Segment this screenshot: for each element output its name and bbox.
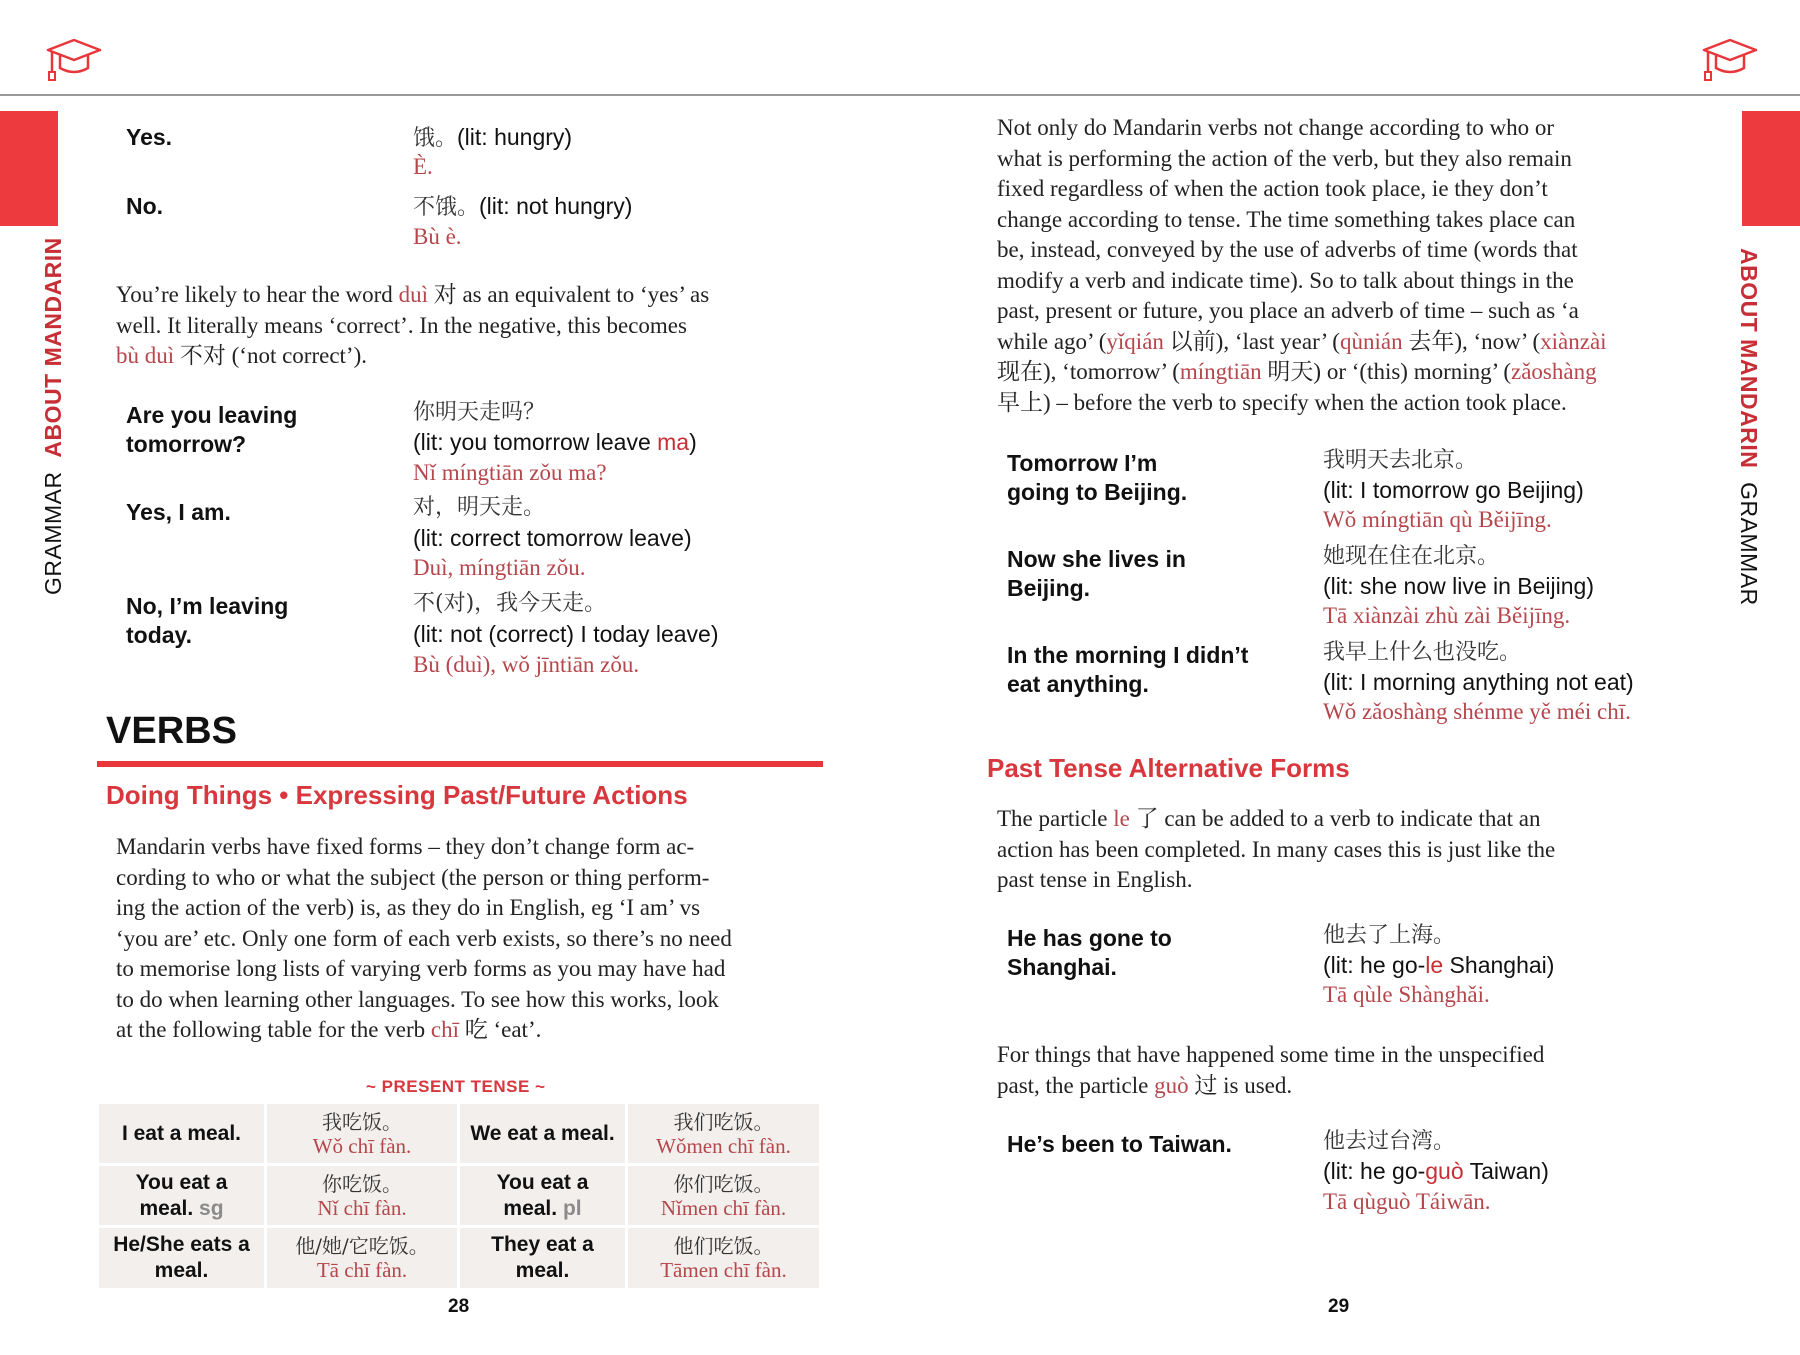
table-cell: 他们吃饭。 Tāmen chī fàn. xyxy=(628,1228,819,1288)
phrase-english: Yes. xyxy=(126,124,173,150)
side-label-section: ABOUT MANDARIN xyxy=(40,237,66,458)
phrase-chinese: 他去过台湾。 xyxy=(1323,1129,1456,1154)
table-cell: You eat a meal. pl xyxy=(460,1166,625,1225)
phrase-pinyin: Wǒ míngtiān qù Běijīng. xyxy=(1323,507,1552,532)
paragraph-guo: For things that have happened some time in the unspecified past, the particle guò 过 is used. xyxy=(997,1042,1545,1098)
phrase-literal: (lit: you tomorrow leave ma) xyxy=(413,429,697,455)
phrase-chinese: 她现在住在北京。 xyxy=(1323,544,1500,569)
phrase-chinese: 他去了上海。 xyxy=(1323,923,1456,948)
phrase-chinese: 饿。 xyxy=(413,126,458,151)
phrase-literal: (lit: hungry) xyxy=(457,124,573,150)
right-section-tab xyxy=(1742,111,1800,226)
table-cell: We eat a meal. xyxy=(460,1104,625,1163)
side-label-section: ABOUT MANDARIN xyxy=(1736,248,1762,469)
phrase-english: Now she lives in Beijing. xyxy=(1007,546,1186,601)
page-number: 29 xyxy=(1328,1296,1350,1317)
phrase-pinyin: Bù è. xyxy=(413,224,462,249)
phrase-pinyin: Tā qùle Shànghǎi. xyxy=(1323,982,1490,1007)
section-title: VERBS xyxy=(106,710,237,752)
phrase-literal: (lit: not (correct) I today leave) xyxy=(413,621,719,647)
phrase-pinyin: Wǒ zǎoshàng shénme yě méi chī. xyxy=(1323,699,1631,724)
subsection-heading: Past Tense Alternative Forms xyxy=(987,753,1350,783)
phrase-chinese-line xyxy=(413,192,632,222)
section-title-rule xyxy=(97,761,823,767)
paragraph-le: The particle le 了 can be added to a verb to indicate that an action has been completed. In many cases this is just like the past tense in English. xyxy=(997,806,1556,892)
phrase-literal: (lit: correct tomorrow leave) xyxy=(413,525,692,551)
table-cell: 你吃饭。 Nǐ chī fàn. xyxy=(267,1166,457,1225)
phrase-pinyin: È. xyxy=(413,154,433,179)
table-cell: You eat a meal. sg xyxy=(99,1166,264,1225)
paragraph-dui: You’re likely to hear the word duì 对 as an equivalent to ‘yes’ as well. It literally means ‘correct’. In the negative, this becomes bù duì 不对 (‘not correct’). xyxy=(116,282,710,368)
table-cell: I eat a meal. xyxy=(99,1104,264,1163)
paragraph-tense: Not only do Mandarin verbs not change according to who or what is performing the action of the verb, but they also remain fixed regardless of when the action took place, ie they don’t change according to tense. The time something takes place can be, instead, conveyed by the use of adverbs of time (words that modify a verb and indicate time). So to talk about things in the past, present or future, you place an adverb of time – such as ‘a while ago’ (yǐqián 以前), ‘last year’ (qùnián 去年), ‘now’ (xiànzài 现在), ‘tomorrow’ (míngtiān 明天) or ‘(this) morning’ (zǎoshàng 早上) – before the verb to specify when the action took place. xyxy=(997,115,1607,415)
phrase-literal: (lit: he go-guò Taiwan) xyxy=(1323,1158,1549,1184)
phrase-english: No. xyxy=(126,193,164,219)
graduation-cap-icon xyxy=(1700,34,1760,86)
phrase-literal: (lit: not hungry) xyxy=(479,193,633,219)
left-side-label xyxy=(40,237,67,595)
right-side-label xyxy=(1735,248,1762,606)
phrase-pinyin: Nǐ míngtiān zǒu ma? xyxy=(413,460,607,485)
phrase-pinyin: Tā xiànzài zhù zài Běijīng. xyxy=(1323,603,1571,628)
phrase-chinese: 你明天走吗？ xyxy=(413,400,546,425)
table-cell: They eat a meal. xyxy=(460,1228,625,1288)
phrase-chinese: 我明天去北京。 xyxy=(1323,448,1478,473)
phrase-pinyin: Duì, míngtiān zǒu. xyxy=(413,555,586,580)
phrase-chinese: 不(对)，我今天走。 xyxy=(413,591,607,616)
phrase-english: No, I’m leaving today. xyxy=(126,593,289,648)
phrase-english: In the morning I didn’t eat anything. xyxy=(1007,642,1249,697)
phrase-literal: (lit: I morning anything not eat) xyxy=(1323,669,1634,695)
paragraph-verbs: Mandarin verbs have fixed forms – they don’t change form ac- cording to who or what the subject (the person or thing perform- ing the action of the verb) is, as they do in English, eg ‘I am’ vs ‘you are’ etc. Only one form of each verb exists, so there’s no need to memorise long lists of varying verb forms as you may have had to do when learning other languages. To see how this works, look at the following table for the verb chī 吃 ‘eat’. xyxy=(116,834,732,1042)
graduation-cap-icon xyxy=(44,34,104,86)
phrase-pinyin: Bù (duì), wǒ jīntiān zǒu. xyxy=(413,652,640,677)
phrase-literal: (lit: she now live in Beijing) xyxy=(1323,573,1595,599)
table-cell: 他/她/它吃饭。 Tā chī fàn. xyxy=(267,1228,457,1288)
phrase-chinese: 不饿。 xyxy=(413,195,480,220)
phrase-english: He has gone to Shanghai. xyxy=(1007,925,1172,980)
left-section-tab xyxy=(0,111,58,226)
phrase-english: He’s been to Taiwan. xyxy=(1007,1131,1232,1157)
subsection-heading: Doing Things • Expressing Past/Future Actions xyxy=(106,780,688,810)
table-cell: 我们吃饭。 Wǒmen chī fàn. xyxy=(628,1104,819,1163)
table-heading: ~ PRESENT TENSE ~ xyxy=(366,1077,546,1096)
phrase-literal: (lit: I tomorrow go Beijing) xyxy=(1323,477,1584,503)
side-label-grammar: GRAMMAR xyxy=(40,471,66,595)
phrase-chinese: 我早上什么也没吃。 xyxy=(1323,640,1522,665)
side-label-grammar: GRAMMAR xyxy=(1736,482,1762,606)
phrase-literal: (lit: he go-le Shanghai) xyxy=(1323,952,1555,978)
table-cell: 你们吃饭。 Nǐmen chī fàn. xyxy=(628,1166,819,1225)
table-cell: 我吃饭。 Wǒ chī fàn. xyxy=(267,1104,457,1163)
phrase-chinese: 对，明天走。 xyxy=(413,495,546,520)
phrase-english: Yes, I am. xyxy=(126,499,231,525)
phrase-english: Tomorrow I’m going to Beijing. xyxy=(1007,450,1188,505)
phrase-chinese-line xyxy=(413,123,572,153)
phrase-pinyin: Tā qùguò Táiwān. xyxy=(1323,1189,1491,1214)
page-number: 28 xyxy=(448,1296,470,1317)
table-cell: He/She eats a meal. xyxy=(99,1228,264,1288)
header-rule xyxy=(0,94,1800,96)
phrase-english: Are you leaving tomorrow? xyxy=(126,402,298,457)
